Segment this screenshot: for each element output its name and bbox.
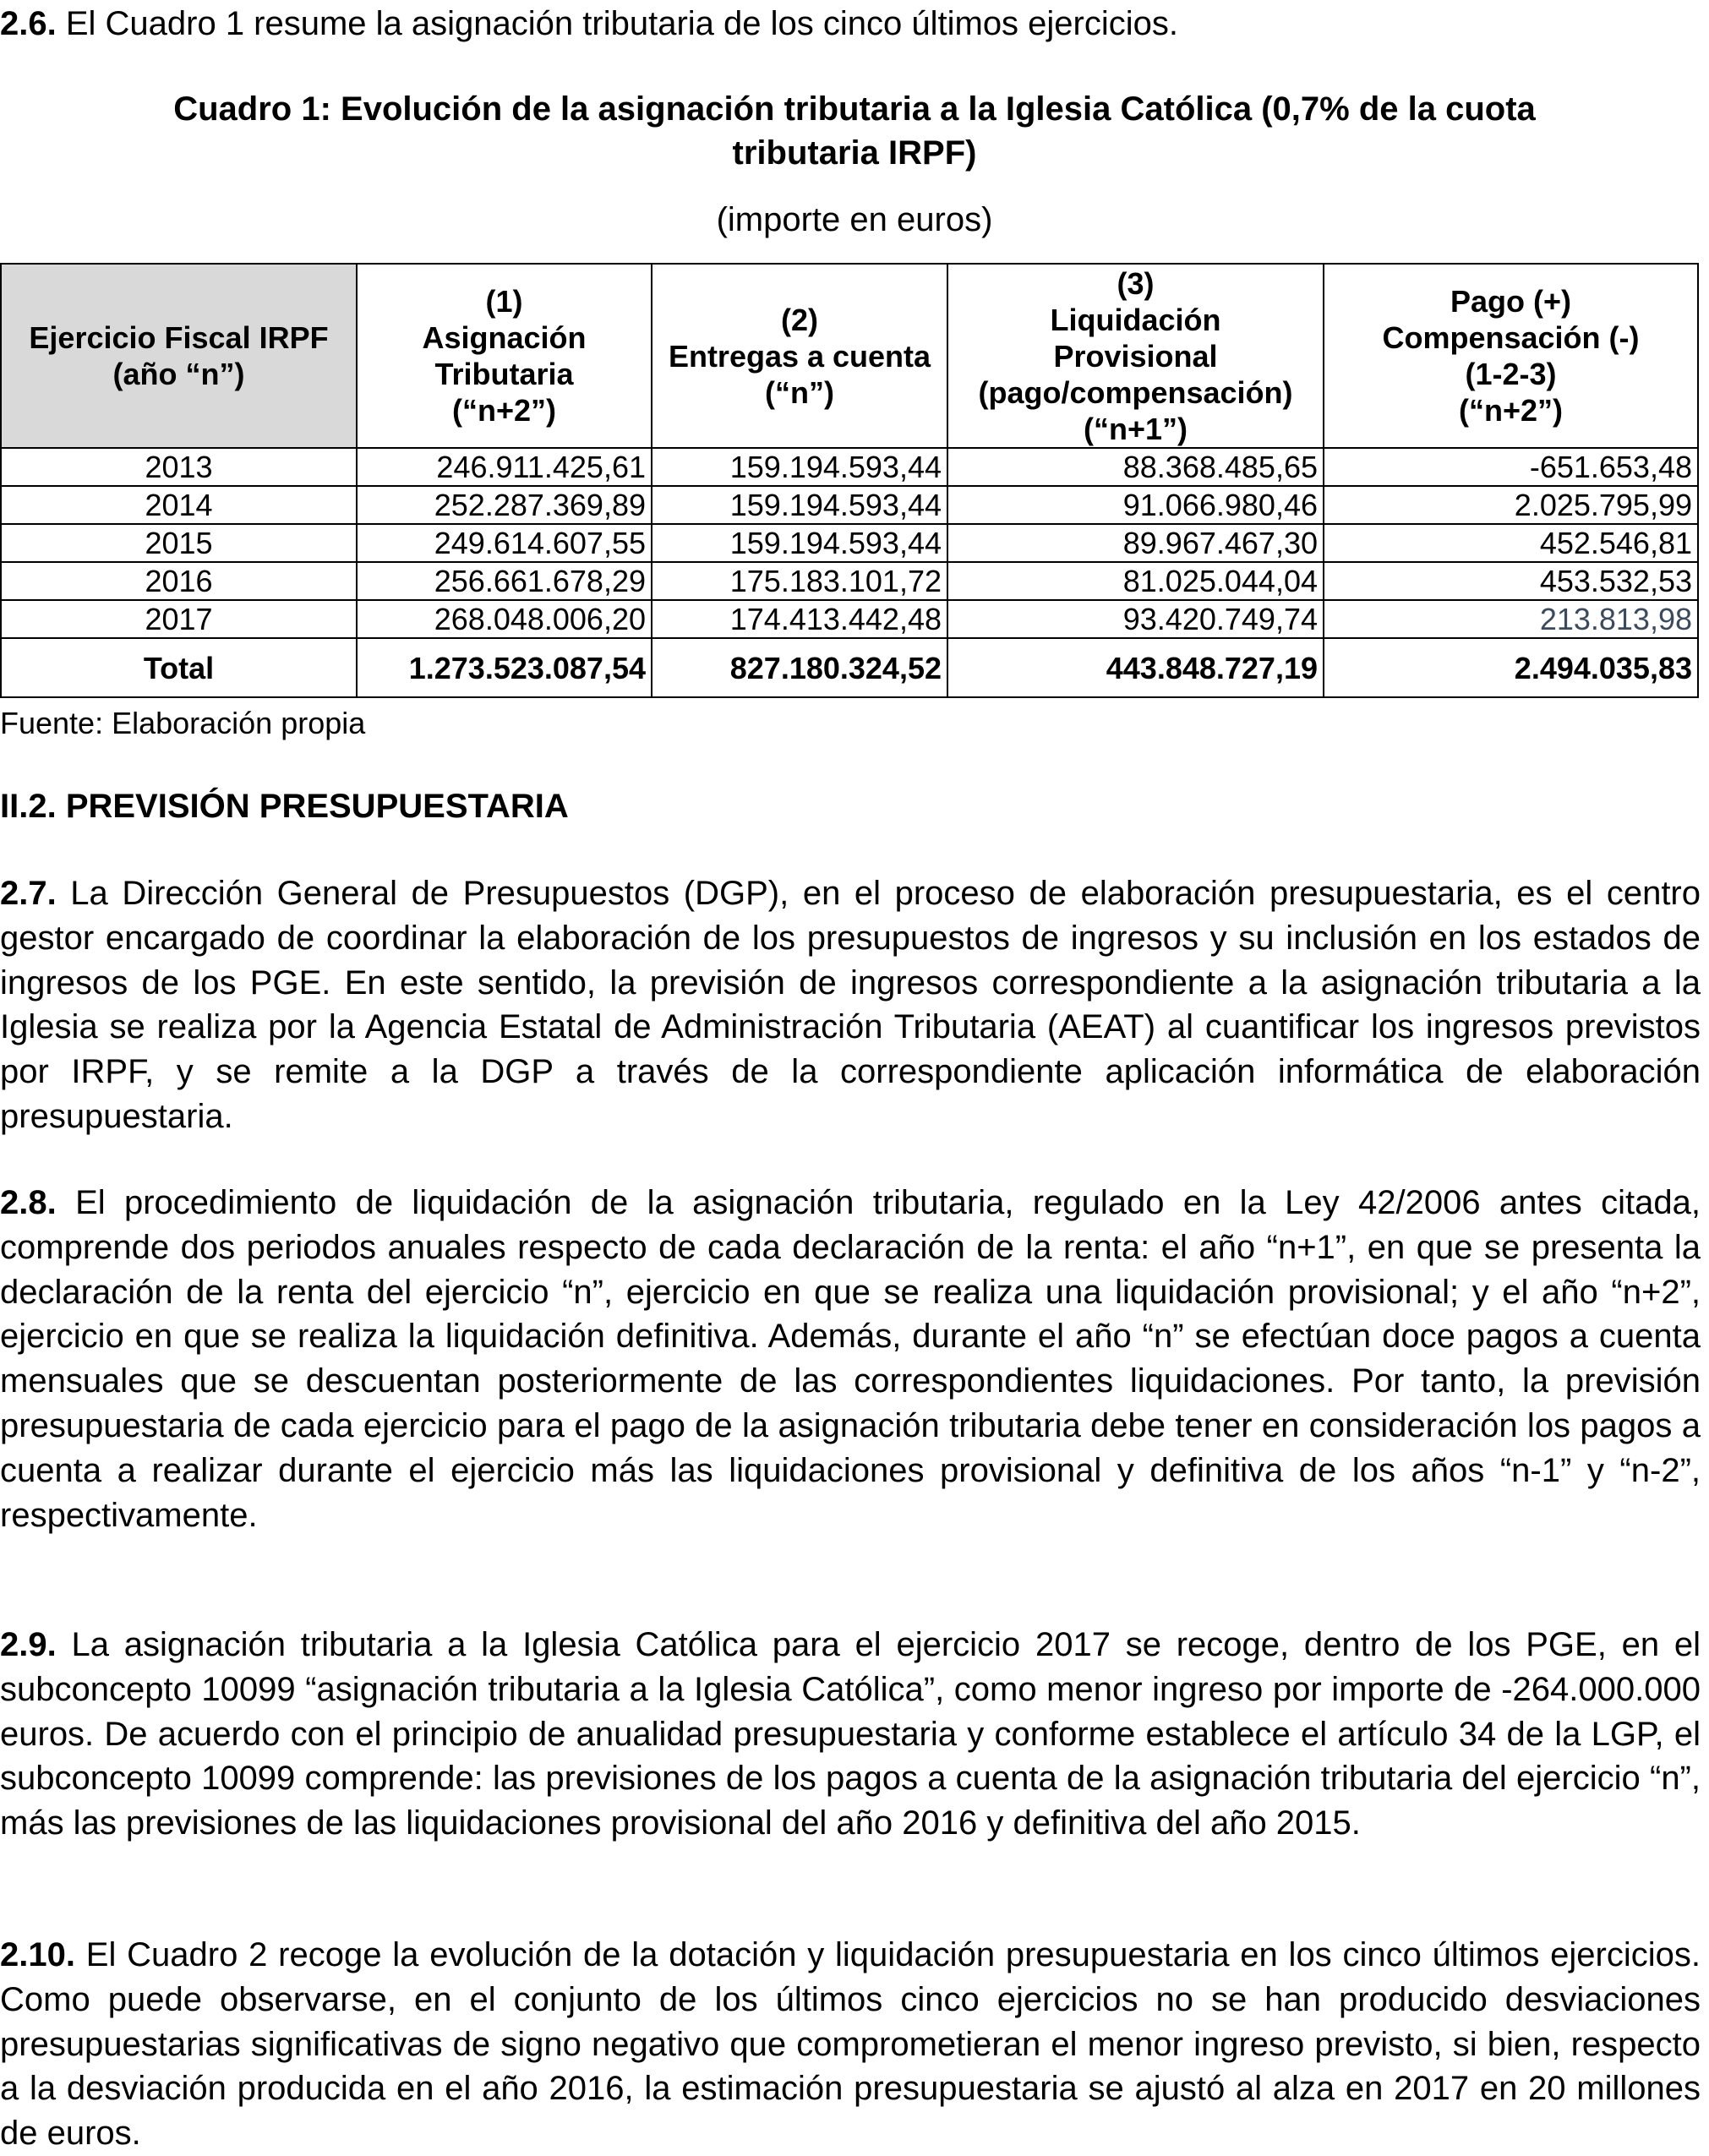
cell-pago: 213.813,98 bbox=[1324, 600, 1698, 638]
paragraph-number: 2.9. bbox=[0, 1626, 57, 1663]
cell-asignacion: 252.287.369,89 bbox=[357, 486, 652, 524]
paragraph-2-6 bbox=[0, 2, 1701, 46]
cell-total-asignacion: 1.273.523.087,54 bbox=[357, 638, 652, 697]
cell-liquidacion: 93.420.749,74 bbox=[947, 600, 1324, 638]
paragraph-number: 2.6. bbox=[0, 5, 57, 42]
cell-liquidacion: 91.066.980,46 bbox=[947, 486, 1324, 524]
cell-total-liquidacion: 443.848.727,19 bbox=[947, 638, 1324, 697]
cell-asignacion: 246.911.425,61 bbox=[357, 448, 652, 486]
table-row bbox=[1, 600, 1698, 638]
cell-asignacion: 249.614.607,55 bbox=[357, 524, 652, 562]
cell-total-label: Total bbox=[1, 638, 357, 697]
cell-liquidacion: 88.368.485,65 bbox=[947, 448, 1324, 486]
paragraph-2-10 bbox=[0, 1933, 1701, 2156]
header-entregas-a-cuenta: (2) Entregas a cuenta (“n”) bbox=[652, 264, 947, 448]
cell-year: 2015 bbox=[1, 524, 357, 562]
cell-year: 2016 bbox=[1, 562, 357, 600]
cell-liquidacion: 81.025.044,04 bbox=[947, 562, 1324, 600]
table-subtitle: (importe en euros) bbox=[716, 201, 993, 238]
paragraph-2-7 bbox=[0, 871, 1701, 1139]
cell-asignacion: 268.048.006,20 bbox=[357, 600, 652, 638]
paragraph-number: 2.7. bbox=[0, 875, 57, 912]
cell-total-pago: 2.494.035,83 bbox=[1324, 638, 1698, 697]
table-title-line-1: Cuadro 1: Evolución de la asignación tributaria a la Iglesia Católica (0,7% de la cuota bbox=[173, 90, 1536, 128]
cell-entregas: 159.194.593,44 bbox=[652, 448, 947, 486]
table-row bbox=[1, 524, 1698, 562]
header-pago-compensacion: Pago (+) Compensación (-) (1-2-3) (“n+2”) bbox=[1324, 264, 1698, 448]
table-source: Fuente: Elaboración propia bbox=[0, 706, 366, 740]
paragraph-text: El procedimiento de liquidación de la asignación tributaria, regulado en la Ley 42/2006 antes citada, comprende dos periodos anuales respecto de cada declaración de la renta: el año “n+1”, en que se presenta la declaración de la renta del ejercicio “n”, ejercicio en que se realiza una liquidación provisional; y el año “n+2”, ejercicio en que se realiza la liquidación definitiva. Además, durante el año “n” se efectúan doce pagos a cuenta mensuales que se descuentan posteriormente de las correspondientes liquidaciones. Por tanto, la previsión presupuestaria de cada ejercicio para el pago de la asignación tributaria debe tener en consideración los pagos a cuenta a realizar durante el ejercicio más las liquidaciones provisional y definitiva de los años “n-1” y “n-2”, respectivamente. bbox=[0, 1184, 1701, 1534]
cell-year: 2017 bbox=[1, 600, 357, 638]
paragraph-text: La asignación tributaria a la Iglesia Católica para el ejercicio 2017 se recoge, dentro de los PGE, en el subconcepto 10099 “asignación tributaria a la Iglesia Católica”, como menor ingreso por importe de -264.000.000 euros. De acuerdo con el principio de anualidad presupuestaria y conforme establece el artículo 34 de la LGP, el subconcepto 10099 comprende: las previsiones de los pagos a cuenta de la asignación tributaria del ejercicio “n”, más las previsiones de las liquidaciones provisional del año 2016 y definitiva del año 2015. bbox=[0, 1626, 1701, 1842]
cell-entregas: 175.183.101,72 bbox=[652, 562, 947, 600]
paragraph-text: La Dirección General de Presupuestos (DGP), en el proceso de elaboración presupuestaria, es el centro gestor encargado de coordinar la elaboración de los presupuestos de ingresos y su inclusión en los estados de ingresos de los PGE. En este sentido, la previsión de ingresos correspondiente a la asignación tributaria a la Iglesia se realiza por la Agencia Estatal de Administración Tributaria (AEAT) al cuantificar los ingresos previstos por IRPF, y se remite a la DGP a través de la correspondiente aplicación informática de elaboración presupuestaria. bbox=[0, 875, 1701, 1135]
paragraph-2-9 bbox=[0, 1623, 1701, 1846]
cell-asignacion: 256.661.678,29 bbox=[357, 562, 652, 600]
paragraph-number: 2.10. bbox=[0, 1936, 75, 1973]
cell-entregas: 159.194.593,44 bbox=[652, 524, 947, 562]
paragraph-2-8 bbox=[0, 1181, 1701, 1537]
table-row bbox=[1, 562, 1698, 600]
cell-year: 2013 bbox=[1, 448, 357, 486]
cell-liquidacion: 89.967.467,30 bbox=[947, 524, 1324, 562]
table-title-line-2: tributaria IRPF) bbox=[732, 134, 977, 172]
cell-year: 2014 bbox=[1, 486, 357, 524]
cell-total-entregas: 827.180.324,52 bbox=[652, 638, 947, 697]
table-row bbox=[1, 486, 1698, 524]
cell-pago: 452.546,81 bbox=[1324, 524, 1698, 562]
table-header-row bbox=[1, 264, 1698, 448]
table-row bbox=[1, 448, 1698, 486]
paragraph-number: 2.8. bbox=[0, 1184, 57, 1221]
header-ejercicio-fiscal: Ejercicio Fiscal IRPF (año “n”) bbox=[1, 264, 357, 448]
cell-entregas: 159.194.593,44 bbox=[652, 486, 947, 524]
section-title: II.2. PREVISIÓN PRESUPUESTARIA bbox=[0, 788, 569, 825]
header-asignacion-tributaria: (1) Asignación Tributaria (“n+2”) bbox=[357, 264, 652, 448]
table-title bbox=[0, 87, 1709, 175]
cell-pago: 2.025.795,99 bbox=[1324, 486, 1698, 524]
paragraph-text: El Cuadro 2 recoge la evolución de la dotación y liquidación presupuestaria en los cinco últimos ejercicios. Como puede observarse, en el conjunto de los últimos cinco ejercicios no se han producido desviaciones presupuestarias significativas de signo negativo que comprometieran el menor ingreso previsto, si bien, respecto a la desviación producida en el año 2016, la estimación presupuestaria se ajustó al alza en 2017 en 20 millones de euros. bbox=[0, 1936, 1701, 2153]
paragraph-text: El Cuadro 1 resume la asignación tributaria de los cinco últimos ejercicios. bbox=[56, 5, 1179, 42]
cell-entregas: 174.413.442,48 bbox=[652, 600, 947, 638]
cuadro-1-table bbox=[0, 263, 1699, 698]
header-liquidacion-provisional: (3) Liquidación Provisional (pago/compensación) (“n+1”) bbox=[947, 264, 1324, 448]
cell-pago: 453.532,53 bbox=[1324, 562, 1698, 600]
table-total-row bbox=[1, 638, 1698, 697]
cell-pago: -651.653,48 bbox=[1324, 448, 1698, 486]
